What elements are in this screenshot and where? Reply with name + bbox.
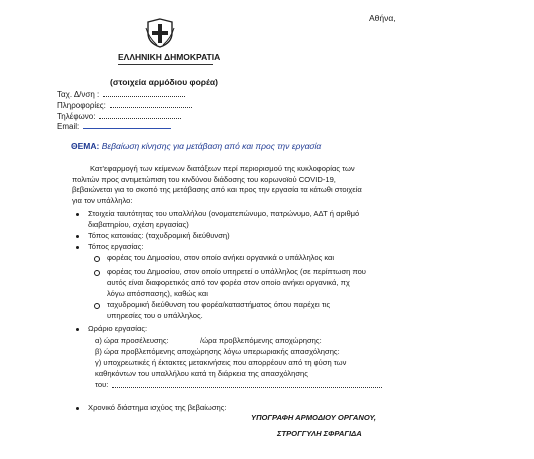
subject-prefix: ΘΕΜΑ: [71, 141, 100, 151]
republic-heading: ΕΛΛΗΝΙΚΗ ΔΗΜΟΚΡΑΤΙΑ [118, 52, 221, 62]
phone-blank [99, 111, 181, 119]
hours-mandatory-travel-cont: καθηκόντων του υπαλλήλου κατά τη διάρκεια της απασχόλησης [95, 369, 308, 378]
sub-bullet-address-cont: υπηρεσίες του ο υπάλληλος. [107, 311, 203, 320]
phone-row [57, 111, 181, 121]
email-label: Email: [57, 122, 80, 131]
bullet-identity: Στοιχεία ταυτότητας του υπαλλήλου (ονοματεπώνυμο, πατρώνυμο, ΑΔΤ ή αριθμό [88, 209, 360, 218]
sub-bullet-serving: φορέας του Δημοσίου, στον οποίο υπηρετεί ο υπάλληλος (σε περίπτωση που [107, 267, 366, 276]
email-blank [83, 122, 171, 129]
body-line: πολιτών προς αντιμετώπιση του κινδύνου διάδοσης του κορωνοϊού COVID-19, [72, 174, 336, 184]
bullet-identity-cont: διαβατηρίου, σχέση εργασίας) [88, 220, 189, 229]
hours-mandatory-travel: γ) υποχρεωτικές ή έκτακτες μετακινήσεις που απορρέουν από τη φύση των [95, 358, 347, 367]
sub-bullet-serving-cont: αυτός είναι διαφορετικός από τον φορέα στον οποίο ανήκει οργανικά, πχ [107, 278, 350, 287]
info-label: Πληροφορίες: [57, 101, 106, 110]
sub-bullet-serving-cont: λόγω απόσπασης), καθώς και [107, 289, 208, 298]
body-line: για τον υπάλληλο: [72, 195, 133, 205]
sub-bullet-mark [94, 256, 100, 262]
address-row [57, 89, 185, 99]
signature-title: ΥΠΟΓΡΑΦΗ ΑΡΜΟΔΙΟΥ ΟΡΓΑΝΟΥ, [251, 413, 376, 422]
stamp-label: ΣΤΡΟΓΓΥΛΗ ΣΦΡΑΓΙΔΑ [277, 429, 362, 438]
body-line: Κατ’εφαρμογή των κείμενων διατάξεων περί περιορισμού της κυκλοφορίας των [90, 164, 355, 173]
greek-emblem-icon [145, 18, 175, 48]
bullet-dot [76, 328, 79, 331]
bullet-residence: Τόπος κατοικίας: (ταχυδρομική διεύθυνση) [88, 231, 230, 240]
info-blank [110, 100, 192, 108]
subject-line [71, 141, 321, 151]
email-row [57, 122, 171, 131]
address-label: Ταχ. Δ/νση : [57, 90, 100, 99]
body-line: βεβαιώνεται για το σκοπό της μετάβασης από και προς την εργασία τα κάτωθι στοιχεία [72, 185, 362, 195]
city-date: Αθήνα, [369, 13, 396, 23]
hours-departure: /ώρα προβλεπόμενης αποχώρησης: [200, 336, 322, 345]
bullet-dot [76, 407, 79, 410]
sub-bullet-mark [94, 270, 100, 276]
body-paragraph [72, 164, 387, 206]
subject-text: Βεβαίωση κίνησης για μετάβαση από και προς την εργασία [101, 141, 322, 151]
agency-placeholder: (στοιχεία αρμόδιου φορέα) [110, 77, 218, 87]
address-blank [103, 89, 185, 97]
heading-underline [118, 64, 213, 65]
hours-mandatory-travel-cont: του: [95, 380, 109, 389]
travel-blank-line [112, 387, 382, 388]
bullet-dot [76, 213, 79, 216]
bullet-hours: Ωράριο εργασίας: [88, 324, 148, 333]
hours-arrival: α) ώρα προσέλευσης: [95, 336, 169, 345]
sub-bullet-mark [94, 303, 100, 309]
phone-label: Τηλέφωνο: [57, 112, 96, 121]
bullet-dot [76, 235, 79, 238]
bullet-workplace: Τόπος εργασίας: [88, 242, 144, 251]
hours-overtime: β) ώρα προβλεπόμενης αποχώρησης λόγω υπερωριακής απασχόλησης: [95, 347, 340, 356]
info-row [57, 100, 192, 110]
bullet-dot [76, 246, 79, 249]
sub-bullet-organic: φορέας του Δημοσίου, στον οποίο ανήκει οργανικά ο υπάλληλος και [107, 253, 335, 262]
sub-bullet-address: ταχυδρομική διεύθυνση του φορέα/καταστήματος όπου παρέχει τις [107, 300, 331, 309]
bullet-validity: Χρονικό διάστημα ισχύος της βεβαίωσης: [88, 403, 227, 412]
